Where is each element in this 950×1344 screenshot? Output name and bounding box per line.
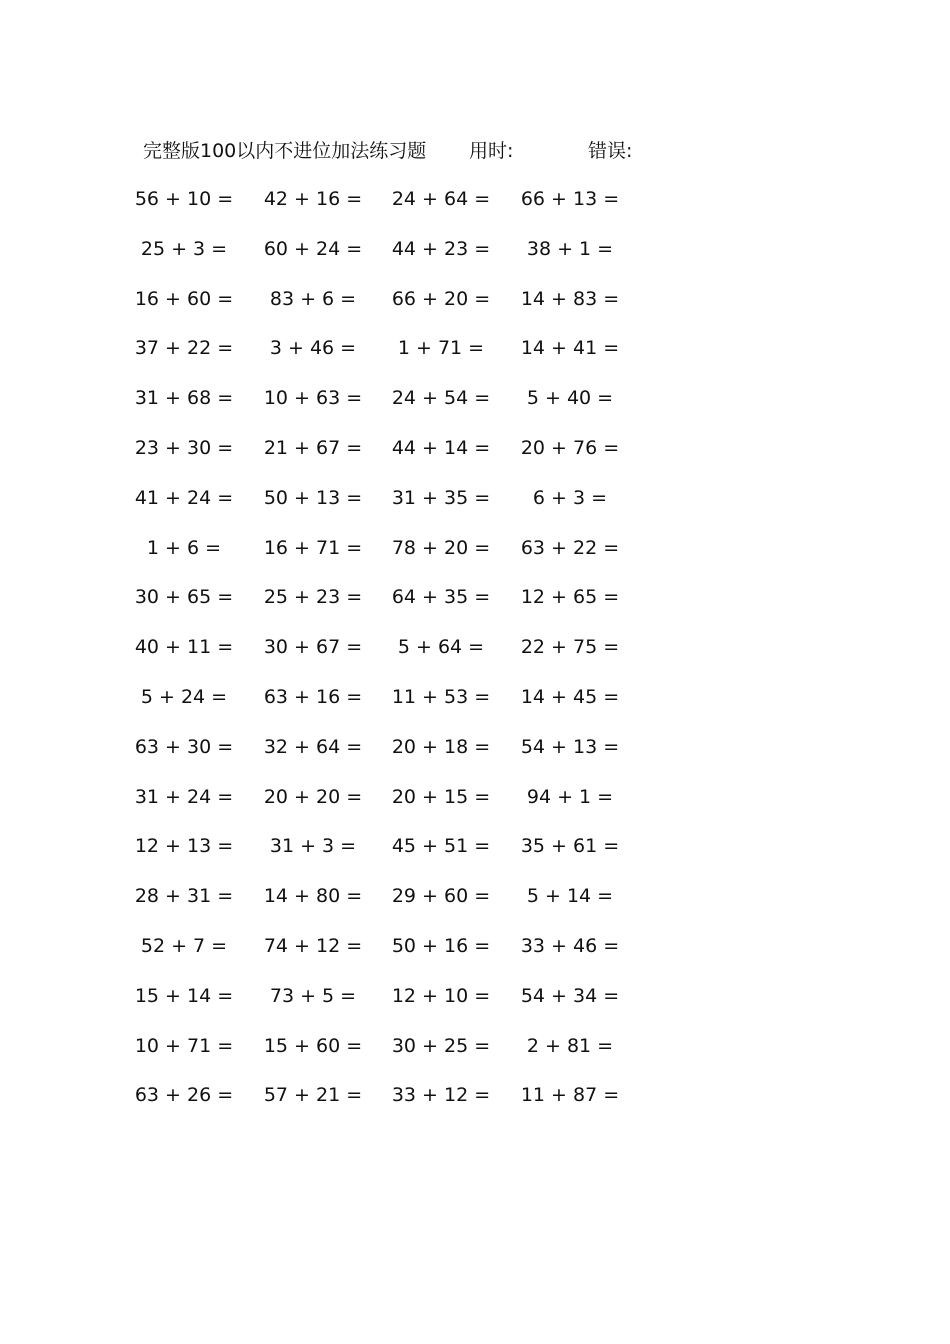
problem-cell: 52 + 7 = [140, 935, 228, 957]
problem-cell: 22 + 75 = [520, 636, 620, 658]
problem-cell: 64 + 35 = [391, 586, 491, 608]
problem-cell: 83 + 6 = [269, 288, 357, 310]
problem-cell: 31 + 3 = [269, 835, 357, 857]
problem-cell: 50 + 13 = [263, 487, 363, 509]
problem-cell: 20 + 15 = [391, 786, 491, 808]
problem-cell: 60 + 24 = [263, 238, 363, 260]
problem-cell: 12 + 13 = [134, 835, 234, 857]
problem-cell: 15 + 60 = [263, 1035, 363, 1057]
problem-cell: 45 + 51 = [391, 835, 491, 857]
problem-cell: 30 + 65 = [134, 586, 234, 608]
problem-cell: 6 + 3 = [532, 487, 608, 509]
problem-cell: 24 + 64 = [391, 188, 491, 210]
problem-cell: 73 + 5 = [269, 985, 357, 1007]
problem-cell: 20 + 18 = [391, 736, 491, 758]
problem-cell: 63 + 16 = [263, 686, 363, 708]
time-used-label: 用时: [469, 140, 514, 162]
problem-cell: 63 + 26 = [134, 1084, 234, 1106]
problem-cell: 12 + 65 = [520, 586, 620, 608]
problem-cell: 5 + 64 = [397, 636, 485, 658]
problem-cell: 32 + 64 = [263, 736, 363, 758]
problem-cell: 54 + 34 = [520, 985, 620, 1007]
problem-cell: 54 + 13 = [520, 736, 620, 758]
problem-cell: 12 + 10 = [391, 985, 491, 1007]
problem-cell: 31 + 24 = [134, 786, 234, 808]
problem-cell: 5 + 24 = [140, 686, 228, 708]
problem-cell: 30 + 67 = [263, 636, 363, 658]
problem-cell: 33 + 46 = [520, 935, 620, 957]
problem-cell: 63 + 30 = [134, 736, 234, 758]
problem-cell: 44 + 14 = [391, 437, 491, 459]
worksheet-title: 完整版100以内不进位加法练习题 [143, 140, 427, 162]
problem-cell: 57 + 21 = [263, 1084, 363, 1106]
problem-cell: 14 + 80 = [263, 885, 363, 907]
problem-cell: 94 + 1 = [526, 786, 614, 808]
problem-cell: 44 + 23 = [391, 238, 491, 260]
problem-cell: 16 + 60 = [134, 288, 234, 310]
problem-cell: 2 + 81 = [526, 1035, 614, 1057]
problem-cell: 31 + 68 = [134, 387, 234, 409]
problem-cell: 5 + 14 = [526, 885, 614, 907]
problem-cell: 28 + 31 = [134, 885, 234, 907]
problem-cell: 23 + 30 = [134, 437, 234, 459]
problem-cell: 11 + 53 = [391, 686, 491, 708]
problem-cell: 14 + 45 = [520, 686, 620, 708]
problem-cell: 14 + 83 = [520, 288, 620, 310]
problem-cell: 40 + 11 = [134, 636, 234, 658]
problem-cell: 56 + 10 = [134, 188, 234, 210]
problem-cell: 35 + 61 = [520, 835, 620, 857]
problem-cell: 24 + 54 = [391, 387, 491, 409]
problem-cell: 30 + 25 = [391, 1035, 491, 1057]
problem-cell: 11 + 87 = [520, 1084, 620, 1106]
problem-cell: 20 + 20 = [263, 786, 363, 808]
problem-cell: 50 + 16 = [391, 935, 491, 957]
problem-cell: 74 + 12 = [263, 935, 363, 957]
problem-cell: 16 + 71 = [263, 537, 363, 559]
problem-cell: 78 + 20 = [391, 537, 491, 559]
problem-cell: 37 + 22 = [134, 337, 234, 359]
problem-cell: 63 + 22 = [520, 537, 620, 559]
problem-cell: 66 + 20 = [391, 288, 491, 310]
problem-cell: 1 + 71 = [397, 337, 485, 359]
problem-cell: 5 + 40 = [526, 387, 614, 409]
problem-cell: 41 + 24 = [134, 487, 234, 509]
problem-cell: 14 + 41 = [520, 337, 620, 359]
problem-cell: 10 + 71 = [134, 1035, 234, 1057]
problem-cell: 15 + 14 = [134, 985, 234, 1007]
problem-cell: 21 + 67 = [263, 437, 363, 459]
problem-cell: 25 + 23 = [263, 586, 363, 608]
problem-cell: 33 + 12 = [391, 1084, 491, 1106]
problem-cell: 25 + 3 = [140, 238, 228, 260]
problem-cell: 3 + 46 = [269, 337, 357, 359]
problem-cell: 29 + 60 = [391, 885, 491, 907]
errors-label: 错误: [588, 140, 633, 162]
problem-cell: 10 + 63 = [263, 387, 363, 409]
problem-cell: 20 + 76 = [520, 437, 620, 459]
problem-cell: 42 + 16 = [263, 188, 363, 210]
problem-cell: 66 + 13 = [520, 188, 620, 210]
problem-cell: 1 + 6 = [146, 537, 222, 559]
problem-cell: 38 + 1 = [526, 238, 614, 260]
problem-cell: 31 + 35 = [391, 487, 491, 509]
